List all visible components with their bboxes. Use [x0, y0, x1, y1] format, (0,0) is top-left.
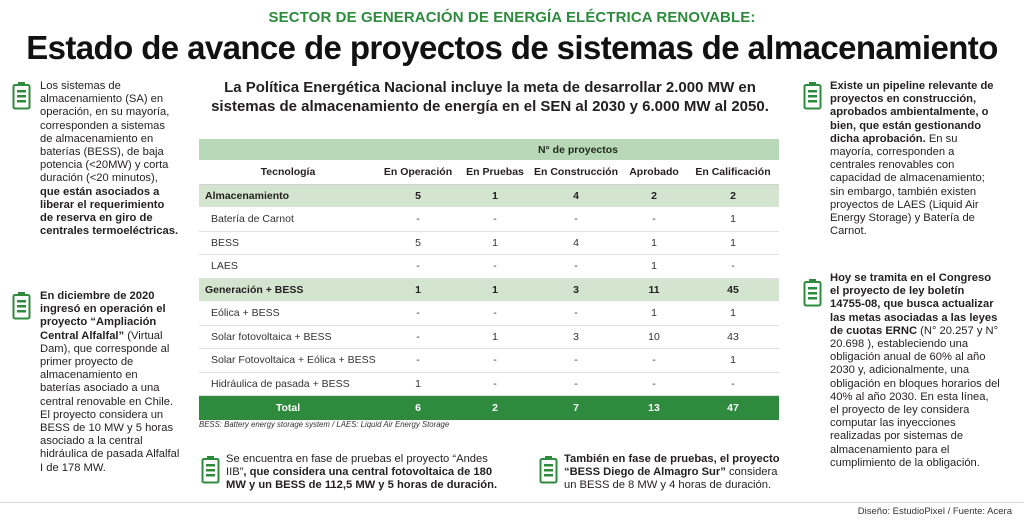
column-header: En Pruebas [459, 160, 531, 184]
row-label-cell: Hidráulica de pasada + BESS [199, 372, 377, 396]
battery-icon [12, 81, 31, 110]
column-header: En Calificación [687, 160, 779, 184]
battery-icon [539, 455, 558, 484]
value-cell: 1 [687, 302, 779, 326]
value-cell: 1 [687, 231, 779, 255]
value-cell: 2 [459, 396, 531, 420]
note-bold-text: También en fase de pruebas, el proyecto “BESS Diego de Almagro Sur” [564, 453, 780, 479]
note-sistemas-almacenamiento [40, 80, 180, 238]
value-cell: - [459, 349, 531, 373]
value-cell: - [687, 255, 779, 279]
value-cell: - [459, 372, 531, 396]
table-footnote: BESS: Battery energy storage system / LAES: Liquid Air Energy Storage [199, 420, 450, 429]
row-label-cell: BESS [199, 231, 377, 255]
note-bold-text: , que considera una central fotovoltaica de 180 MW y un BESS de 112,5 MW y 5 horas de duración. [226, 466, 498, 492]
value-cell: 5 [377, 184, 459, 208]
value-cell: 6 [377, 396, 459, 420]
table-row [199, 302, 779, 326]
note-text: (N° 20.257 y N° 20.698 ), estableciendo una obligación anual de 60% al año 2030 y, adicionalmente, una obligación en bloques horarios del 40% al año 2030. En esta línea, el proyecto de ley considera computar las inyecciones realizadas por sistemas de almacenamiento para el cumplimiento de la obligación. [830, 324, 1000, 469]
note-text: considera un BESS de 8 MW y 4 horas de duración. [564, 466, 778, 492]
row-label-cell: Generación + BESS [199, 278, 377, 302]
value-cell: 1 [377, 372, 459, 396]
group-row [199, 184, 779, 208]
table-body [199, 184, 779, 420]
table-row [199, 208, 779, 232]
value-cell: - [531, 349, 621, 373]
column-header: En Operación [377, 160, 459, 184]
table-super-header [199, 139, 779, 160]
value-cell: 2 [621, 184, 687, 208]
note-alfalfal [40, 290, 180, 475]
column-header: Tecnología [199, 160, 377, 184]
row-label-cell: Solar Fotovoltaica + Eólica + BESS [199, 349, 377, 373]
note-diego-de-almagro [564, 453, 782, 493]
column-header: Aprobado [621, 160, 687, 184]
value-cell: - [531, 372, 621, 396]
row-label-cell: LAES [199, 255, 377, 279]
value-cell: 1 [621, 302, 687, 326]
note-proyecto-de-ley [830, 272, 1000, 470]
value-cell: - [531, 208, 621, 232]
value-cell: 10 [621, 325, 687, 349]
value-cell: - [621, 372, 687, 396]
table-row [199, 372, 779, 396]
value-cell: - [377, 255, 459, 279]
value-cell: - [459, 255, 531, 279]
divider [0, 502, 1024, 503]
value-cell: 1 [459, 184, 531, 208]
battery-icon [12, 291, 31, 320]
value-cell: 1 [687, 349, 779, 373]
note-bold-text: Existe un pipeline relevante de proyectos en construcción, aprobados ambientalmente, o bien, que están gestionando dicha aprobación. [830, 80, 994, 145]
note-bold-text: En diciembre de 2020 ingresó en operación el proyecto “Ampliación Central Alfalfal” [40, 290, 166, 342]
value-cell: - [377, 349, 459, 373]
value-cell: 47 [687, 396, 779, 420]
note-text: En su mayoría, corresponden a centrales renovables con capacidad de almacenamiento; sin embargo, también existen proyectos de LAES (Liquid Air Energy Storage) y Batería de Carnot. [830, 132, 985, 238]
value-cell: 45 [687, 278, 779, 302]
value-cell: - [377, 208, 459, 232]
value-cell: 1 [459, 325, 531, 349]
battery-icon [803, 278, 822, 307]
value-cell: 2 [687, 184, 779, 208]
value-cell: - [621, 208, 687, 232]
value-cell: 4 [531, 184, 621, 208]
table-row [199, 325, 779, 349]
intro-text: La Política Energética Nacional incluye la meta de desarrollar 2.000 MW en sistemas de almacenamiento de energía en el SEN al 2030 y 6.000 MW al 2050. [211, 79, 769, 115]
value-cell: - [377, 302, 459, 326]
value-cell: 3 [531, 278, 621, 302]
group-row [199, 278, 779, 302]
note-pipeline [830, 80, 1000, 238]
value-cell: 1 [621, 255, 687, 279]
credit-line: Diseño: EstudioPixel / Fuente: Acera [857, 506, 1012, 517]
value-cell: 13 [621, 396, 687, 420]
note-bold-text: Hoy se tramita en el Congreso el proyecto de ley boletín 14755-08, que busca actualizar las metas asociadas a las leyes de cuotas ERNC [830, 272, 998, 337]
note-text: (Virtual Dam), que corresponde al primer proyecto de almacenamiento en baterías asociado a una central renovable en Chile. El proyecto considera un BESS de 10 MW y 5 horas asociado a la central hidráulica de pasada Alfalfal I de 178 MW. [40, 329, 180, 474]
value-cell: 5 [377, 231, 459, 255]
table-row [199, 349, 779, 373]
blank-header-cell [199, 139, 377, 160]
total-row [199, 396, 779, 420]
column-header: En Construcción [531, 160, 621, 184]
table-header [199, 160, 779, 184]
value-cell: - [531, 255, 621, 279]
projects-table [199, 139, 779, 420]
row-label-cell: Batería de Carnot [199, 208, 377, 232]
value-cell: - [687, 372, 779, 396]
row-label-cell: Total [199, 396, 377, 420]
value-cell: 1 [459, 278, 531, 302]
note-andes-iib [226, 453, 508, 493]
value-cell: - [459, 302, 531, 326]
value-cell: 3 [531, 325, 621, 349]
note-text: Los sistemas de almacenamiento (SA) en operación, en su mayoría, corresponden a sistemas de almacenamiento en baterías (BESS), de baja potencia (<20MW) y corta duración (<20 minutos), [40, 80, 170, 185]
value-cell: 1 [377, 278, 459, 302]
value-cell: - [377, 325, 459, 349]
note-bold-text: que están asociados a liberar el requerimiento de reserva en giro de centrales termoeléctricas. [40, 185, 179, 238]
value-cell: 11 [621, 278, 687, 302]
super-header-cell: N° de proyectos [377, 139, 779, 160]
note-text: Se encuentra en fase de pruebas el proyecto “Andes IIB” [226, 453, 488, 479]
table-row [199, 231, 779, 255]
value-cell: - [459, 208, 531, 232]
value-cell: 43 [687, 325, 779, 349]
row-label-cell: Almacenamiento [199, 184, 377, 208]
battery-icon [201, 455, 220, 484]
table-row [199, 255, 779, 279]
page-title: Estado de avance de proyectos de sistemas de almacenamiento [26, 29, 998, 66]
battery-icon [803, 81, 822, 110]
row-label-cell: Solar fotovoltaica + BESS [199, 325, 377, 349]
value-cell: 7 [531, 396, 621, 420]
value-cell: 1 [459, 231, 531, 255]
row-label-cell: Eólica + BESS [199, 302, 377, 326]
value-cell: - [621, 349, 687, 373]
value-cell: - [531, 302, 621, 326]
value-cell: 1 [621, 231, 687, 255]
value-cell: 4 [531, 231, 621, 255]
value-cell: 1 [687, 208, 779, 232]
supertitle: SECTOR DE GENERACIÓN DE ENERGÍA ELÉCTRICA RENOVABLE: [268, 9, 756, 26]
